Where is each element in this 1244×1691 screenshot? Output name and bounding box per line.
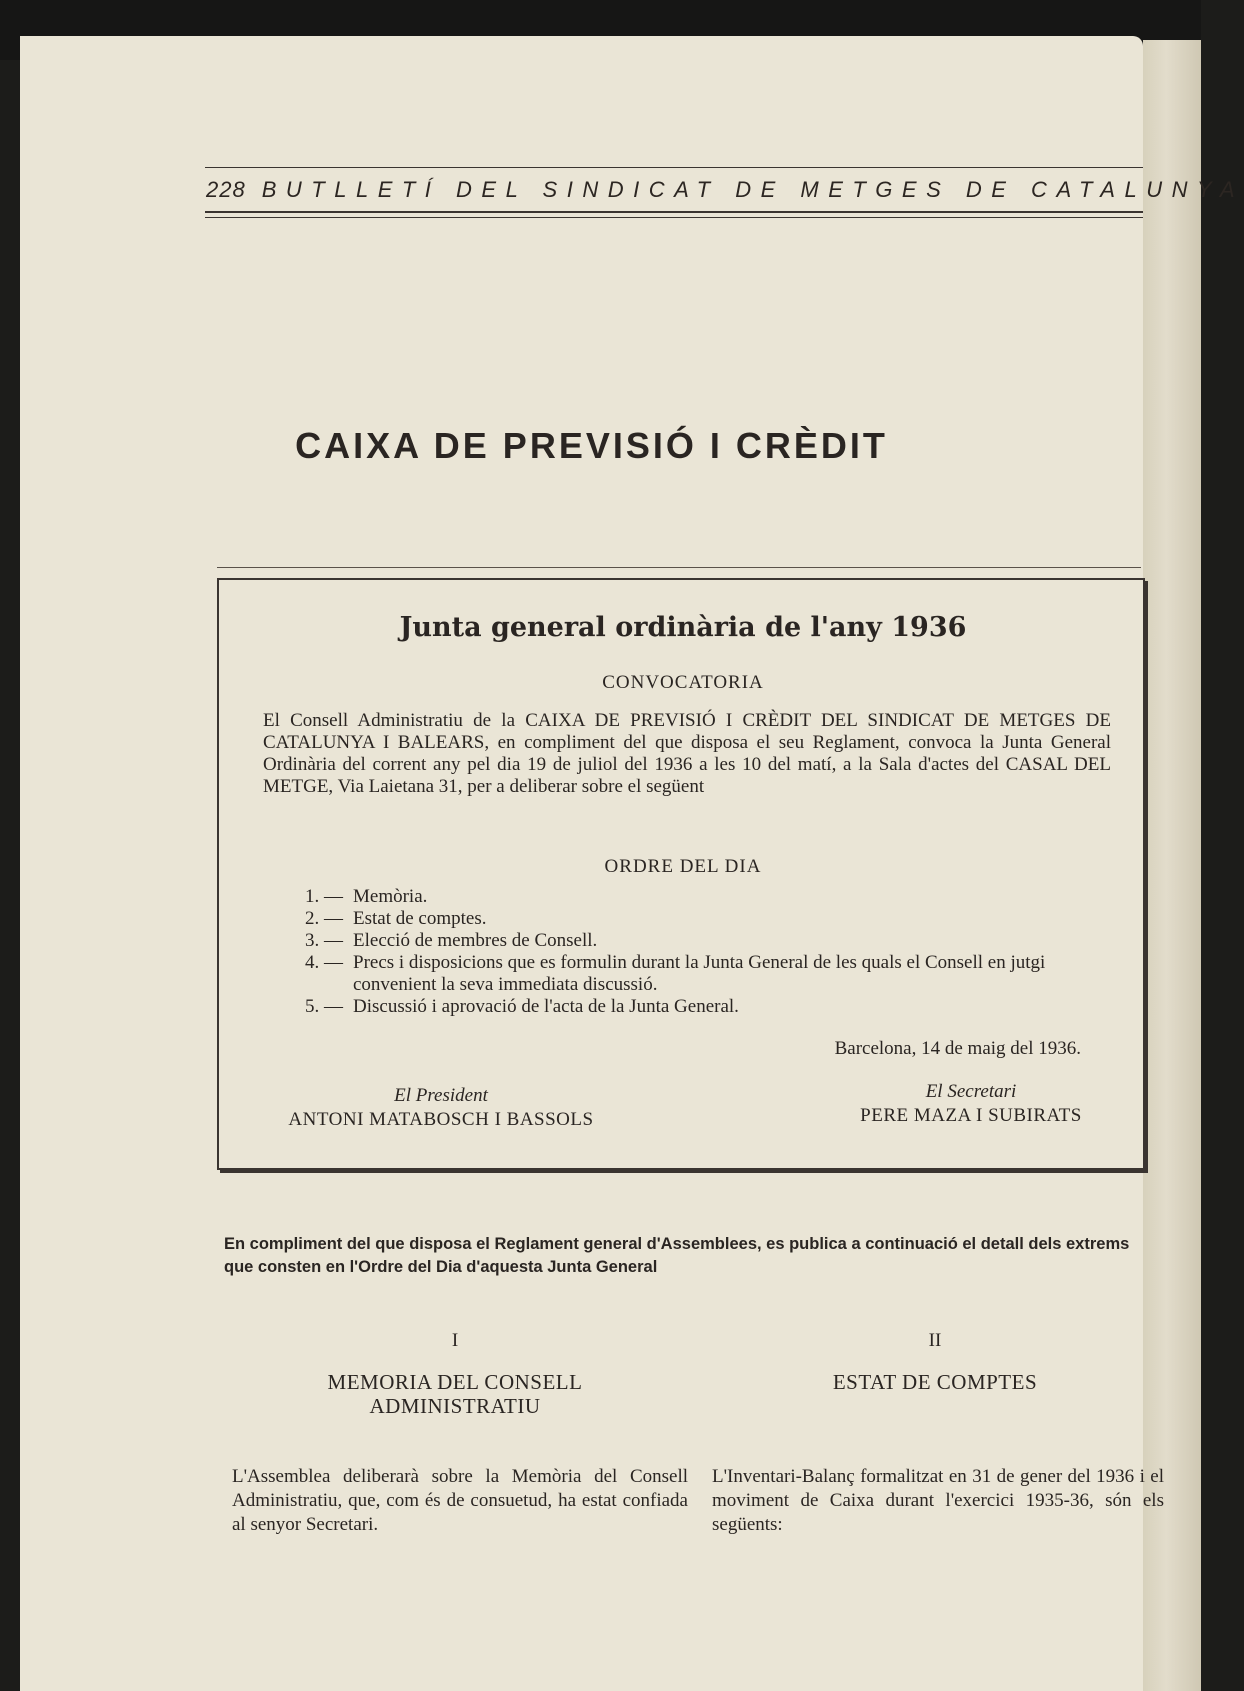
section-estat-comptes-text: L'Inventari-Balanç formalitzat en 31 de gener del 1936 i el moviment de Caixa durant l'exercici 1935-36, són els següents: xyxy=(712,1466,1164,1535)
header-rule-bottom xyxy=(205,211,1143,213)
agenda-item-number: 2. — xyxy=(305,908,343,929)
agenda-item-text: Discussió i aprovació de l'acta de la Junta General. xyxy=(353,996,739,1017)
notice-box xyxy=(217,578,1145,1170)
section-memoria xyxy=(230,1330,680,1418)
signature-role: El President xyxy=(394,1085,488,1106)
section-heading-line2: ADMINISTRATIU xyxy=(369,1394,541,1418)
agenda-list xyxy=(305,886,1105,1018)
section-memoria-text: L'Assemblea deliberarà sobre la Memòria del Consell Administratiu, que, com és de consuetud, ha estat confiada al senyor Secretari. xyxy=(232,1466,688,1535)
agenda-item xyxy=(305,930,1105,952)
running-header xyxy=(206,172,1244,208)
journal-title: BUTLLETÍ DEL SINDICAT DE METGES DE CATALUNYA xyxy=(261,177,1244,202)
place-date: Barcelona, 14 de maig del 1936. xyxy=(834,1038,1081,1059)
section-estat-comptes xyxy=(710,1330,1160,1394)
signature-secretary xyxy=(821,1080,1121,1128)
page-number: 228 xyxy=(206,177,246,202)
signature-role: El Secretari xyxy=(925,1081,1017,1102)
agenda-item-text: Memòria. xyxy=(353,886,428,907)
signature-name: ANTONI MATABOSCH I BASSOLS xyxy=(288,1109,594,1130)
agenda-item-number: 4. — xyxy=(305,952,343,973)
header-rule-top xyxy=(205,167,1143,168)
section-heading: ESTAT DE COMPTES xyxy=(832,1370,1038,1394)
section-number: II xyxy=(928,1330,942,1351)
agenda-item-number: 5. — xyxy=(305,996,343,1017)
main-title: CAIXA DE PREVISIÓ I CRÈDIT xyxy=(295,425,888,466)
agenda-item xyxy=(305,952,1105,996)
header-rule-thin xyxy=(205,217,1143,218)
agenda-item xyxy=(305,886,1105,908)
notice-title: Junta general ordinària de l'any 1936 xyxy=(399,612,967,643)
section-heading-line1: MEMORIA DEL CONSELL xyxy=(327,1370,583,1394)
agenda-item-number: 3. — xyxy=(305,930,343,951)
agenda-title: ORDRE DEL DIA xyxy=(604,856,762,877)
agenda-item-text: Estat de comptes. xyxy=(353,908,487,929)
signature-name: PERE MAZA I SUBIRATS xyxy=(860,1105,1082,1126)
signature-president xyxy=(261,1084,621,1132)
section-number: I xyxy=(451,1330,459,1351)
notice-subtitle: CONVOCATORIA xyxy=(602,672,764,693)
notice-body: El Consell Administratiu de la CAIXA DE PREVISIÓ I CRÈDIT DEL SINDICAT DE METGES DE CATALUNYA I BALEARS, en compliment del que disposa el seu Reglament, convoca la Junta General Ordinària del corrent any pel dia 19 de juliol del 1936 a les 10 del matí, a la Sala d'actes del CASAL DEL METGE, Via Laietana 31, per a deliberar sobre el següent xyxy=(263,710,1111,797)
agenda-item xyxy=(305,908,1105,930)
notice-top-line xyxy=(217,567,1141,568)
agenda-item-text: Elecció de membres de Consell. xyxy=(353,930,598,951)
agenda-item-number: 1. — xyxy=(305,886,343,907)
intro-paragraph: En compliment del que disposa el Reglament general d'Assemblees, es publica a continuació el detall dels extrems que consten en l'Ordre del Dia d'aquesta Junta General xyxy=(224,1235,1130,1276)
next-page-edge xyxy=(1143,40,1201,1691)
agenda-item xyxy=(305,996,1105,1018)
agenda-item-text: Precs i disposicions que es formulin durant la Junta General de les quals el Consell en jutgi convenient la seva immediata discussió. xyxy=(353,952,1046,995)
